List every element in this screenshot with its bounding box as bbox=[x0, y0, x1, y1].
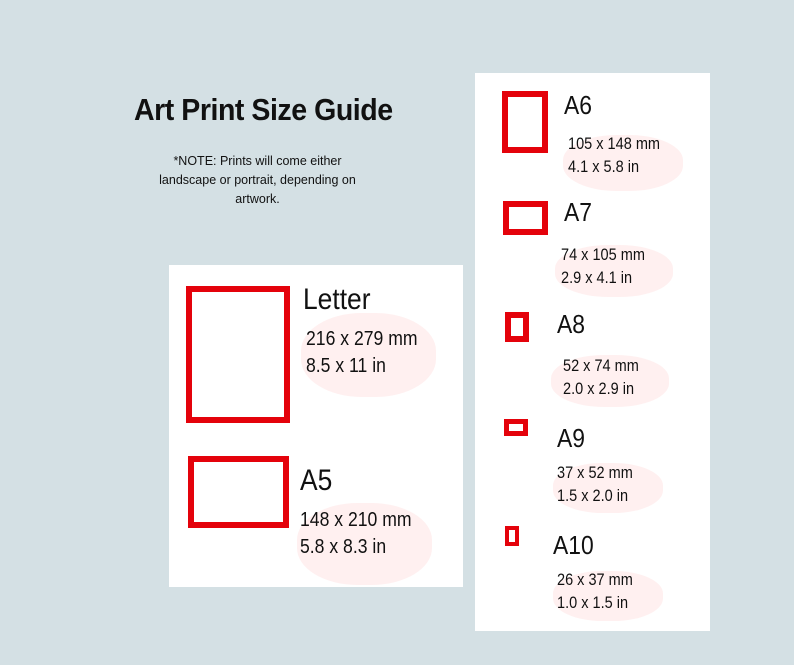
a7-size-name: A7 bbox=[564, 197, 592, 227]
large-sizes-card bbox=[169, 265, 463, 587]
a7-size-in: 2.9 x 4.1 in bbox=[561, 269, 633, 287]
a5-size-dimensions bbox=[300, 507, 412, 561]
a7-size-dimensions bbox=[561, 244, 645, 290]
a6-size-dimensions bbox=[568, 133, 660, 179]
a6-size-mm: 105 x 148 mm bbox=[568, 135, 661, 153]
a7-size-frame bbox=[503, 201, 548, 235]
a8-size-dimensions bbox=[563, 355, 639, 401]
a7-size-mm: 74 x 105 mm bbox=[561, 246, 645, 264]
a10-size-in: 1.0 x 1.5 in bbox=[557, 594, 629, 612]
a5-size-in: 5.8 x 8.3 in bbox=[300, 536, 387, 558]
a5-size-name: A5 bbox=[300, 464, 333, 497]
letter-size-in: 8.5 x 11 in bbox=[306, 355, 386, 377]
a6-size-name: A6 bbox=[564, 90, 592, 120]
letter-size-frame bbox=[186, 286, 290, 423]
a8-size-frame bbox=[505, 312, 529, 342]
a10-size-mm: 26 x 37 mm bbox=[557, 571, 633, 589]
letter-size-mm: 216 x 279 mm bbox=[306, 328, 418, 350]
a8-size-mm: 52 x 74 mm bbox=[563, 357, 639, 375]
a6-size-frame bbox=[502, 91, 548, 153]
a8-size-name: A8 bbox=[557, 309, 585, 339]
letter-size-dimensions bbox=[306, 326, 418, 380]
small-sizes-card bbox=[475, 73, 710, 631]
letter-size-name: Letter bbox=[303, 283, 371, 316]
a9-size-frame bbox=[504, 419, 528, 436]
a9-size-mm: 37 x 52 mm bbox=[557, 464, 633, 482]
a10-size-dimensions bbox=[557, 569, 633, 615]
a8-size-in: 2.0 x 2.9 in bbox=[563, 380, 635, 398]
orientation-note: *NOTE: Prints will come either landscape or portrait, depending on artwork. bbox=[159, 154, 356, 206]
a9-size-dimensions bbox=[557, 462, 633, 508]
a10-size-frame bbox=[505, 526, 519, 546]
a6-size-in: 4.1 x 5.8 in bbox=[568, 158, 640, 176]
a9-size-name: A9 bbox=[557, 423, 585, 453]
a9-size-in: 1.5 x 2.0 in bbox=[557, 487, 629, 505]
a10-size-name: A10 bbox=[553, 530, 594, 560]
a5-size-mm: 148 x 210 mm bbox=[300, 509, 412, 531]
a5-size-frame bbox=[188, 456, 289, 528]
page-title: Art Print Size Guide bbox=[134, 92, 393, 127]
